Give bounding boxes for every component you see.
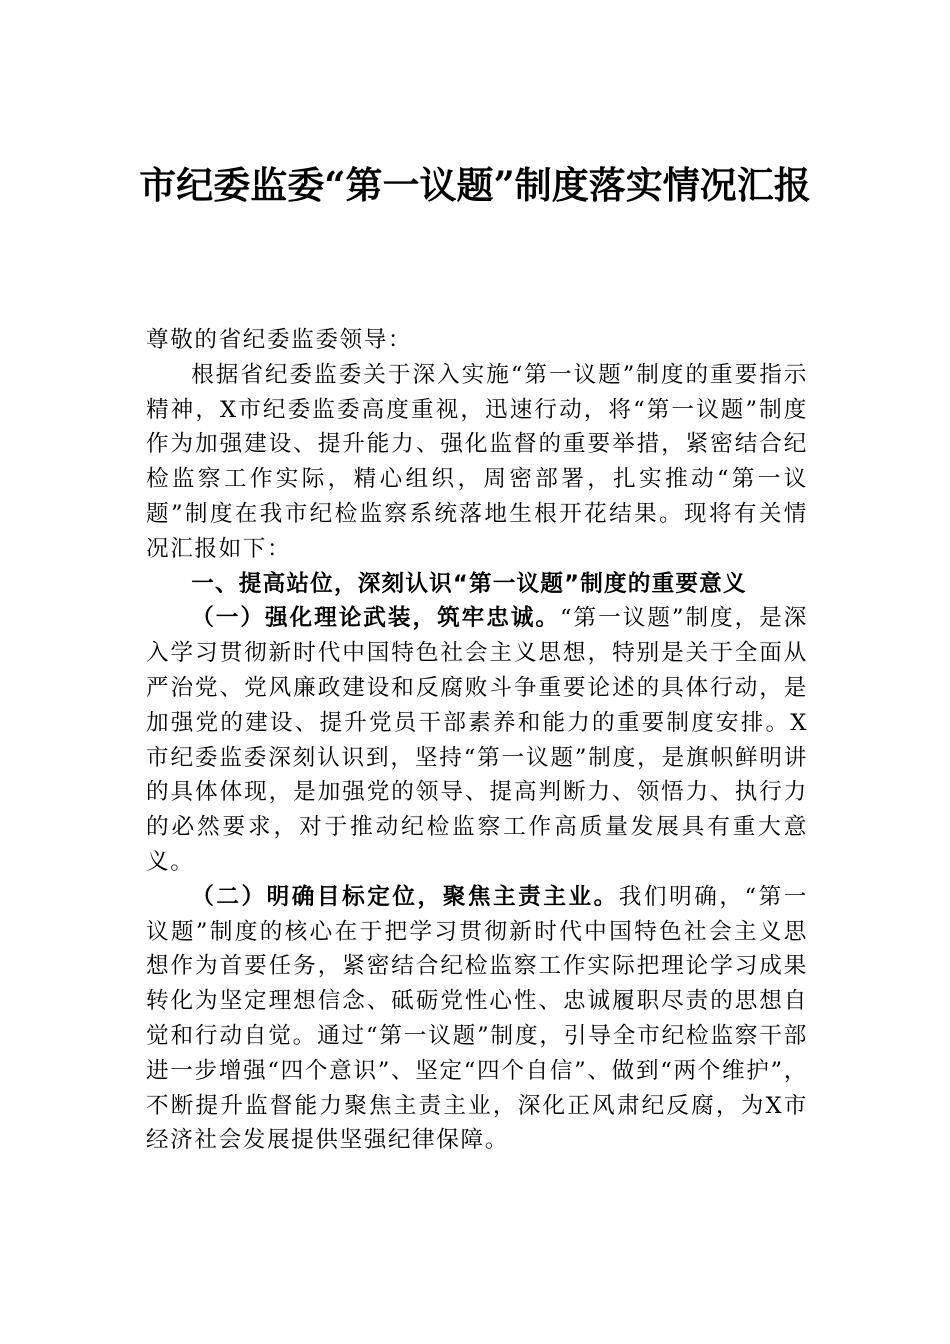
subsection-1-paragraph — [146, 601, 808, 879]
section-heading-1: 一、提高站位，深刻认识“第一议题”制度的重要意义 — [191, 570, 747, 597]
subsection-2-paragraph — [146, 880, 808, 1158]
salutation: 尊敬的省纪委监委领导： — [146, 327, 413, 353]
subsection-2-text: 我们明确，“第一议题”制度的核心在于把学习贯彻新时代中国特色社会主义思想作为首要任务，紧密结合纪检监察工作实际把理论学习成果转化为坚定理想信念、砥砺党性心性、忠诚履职尽责的思想自觉和行动自觉。通过“第一议题”制度，引导全市纪检监察干部进一步增强“四个意识”、坚定“四个自信”、做到“两个维护”，不断提升监督能力聚焦主责主业，深化正风肃纪反腐，为X市经济社会发展提供坚强纪律保障。 — [146, 883, 808, 1154]
document-body — [146, 323, 808, 1158]
intro-paragraph: 根据省纪委监委关于深入实施“第一议题”制度的重要指示精神，X市纪委监委高度重视，迅速行动，将“第一议题”制度作为加强建设、提升能力、强化监督的重要举措，紧密结合纪检监察工作实际，精心组织，周密部署，扎实推动“第一议题”制度在我市纪检监察系统落地生根开花结果。现将有关情况汇报如下： — [146, 361, 808, 562]
subsection-1-text: “第一议题”制度，是深入学习贯彻新时代中国特色社会主义思想，特别是关于全面从严治党、党风廉政建设和反腐败斗争重要论述的具体行动，是加强党的建设、提升党员干部素养和能力的重要制度安排。X市纪委监委深刻认识到，坚持“第一议题”制度，是旗帜鲜明讲的具体体现，是加强党的领导、提高判断力、领悟力、执行力的必然要求，对于推动纪检监察工作高质量发展具有重大意义。 — [146, 605, 809, 875]
document-title: 市纪委监委“第一议题”制度落实情况汇报 — [139, 163, 811, 207]
subsection-1-lead: （一）强化理论武装，筑牢忠诚。 — [191, 605, 561, 632]
subsection-2-lead: （二）明确目标定位，聚焦主责主业。 — [191, 883, 619, 910]
